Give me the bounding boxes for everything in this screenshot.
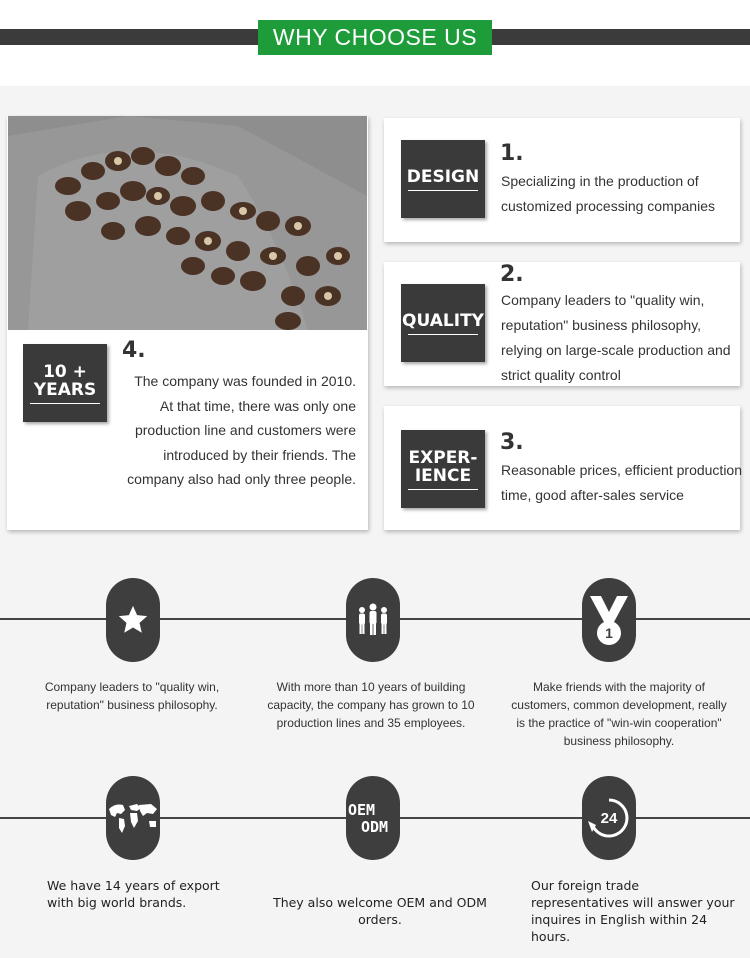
badge-underline	[408, 489, 478, 490]
point-text-capacity: With more than 10 years of building capacity, the company has grown to 10 production lines and 35 employees.	[267, 680, 475, 730]
oem-odm-icon	[346, 776, 400, 860]
svg-text:ODM: ODM	[361, 818, 389, 836]
feature-number: 4.	[122, 338, 146, 363]
point-text-support: Our foreign trade representatives will answer your inquires in English within 24 hours.	[531, 878, 735, 944]
experience-badge-label: EXPER- IENCE	[408, 447, 478, 486]
section-title: WHY CHOOSE US	[258, 20, 492, 55]
badge-underline	[30, 403, 100, 404]
svg-text:1: 1	[605, 625, 613, 641]
design-badge-label: DESIGN	[406, 166, 480, 187]
24-hours-icon	[582, 776, 636, 860]
point-text-cooperation: Make friends with the majority of customers, common development, really is the practice of "win-win cooperation" business philosophy.	[511, 680, 727, 748]
experience-badge	[401, 430, 485, 508]
point-text-quality: Company leaders to "quality win, reputation" business philosophy.	[44, 680, 220, 712]
quality-badge-label: QUALITY	[402, 310, 484, 331]
svg-text:OEM: OEM	[348, 801, 376, 819]
feature-quality-text: Company leaders to "quality win, reputation" business philosophy, relying on large-scale production and strict quality control	[501, 292, 731, 383]
medal-icon	[582, 578, 636, 662]
badge-underline	[408, 334, 478, 335]
section-header	[0, 0, 750, 86]
feature-design-text: Specializing in the production of customized processing companies	[501, 173, 715, 214]
mushroom-product-photo	[8, 116, 367, 330]
design-badge	[401, 140, 485, 218]
team-icon	[346, 578, 400, 662]
feature-number: 3.	[500, 430, 524, 455]
point-text-oem-odm: They also welcome OEM and ODM orders.	[273, 895, 487, 927]
world-map-icon	[106, 776, 160, 860]
feature-number: 1.	[500, 141, 524, 166]
years-badge	[23, 344, 107, 422]
star-icon	[106, 578, 160, 662]
badge-underline	[408, 190, 478, 191]
feature-experience-text: Reasonable prices, efficient production time, good after-sales service	[501, 462, 743, 503]
feature-number: 2.	[500, 262, 524, 287]
point-text-export: We have 14 years of export with big world brands.	[47, 878, 220, 910]
years-badge-label: 10 + YEARS	[33, 361, 97, 400]
feature-years-text: The company was founded in 2010. At that time, there was only one production line and customers were introduced by their friends. The company also had only three people.	[127, 373, 356, 487]
svg-text:24: 24	[600, 810, 618, 827]
quality-badge	[401, 284, 485, 362]
